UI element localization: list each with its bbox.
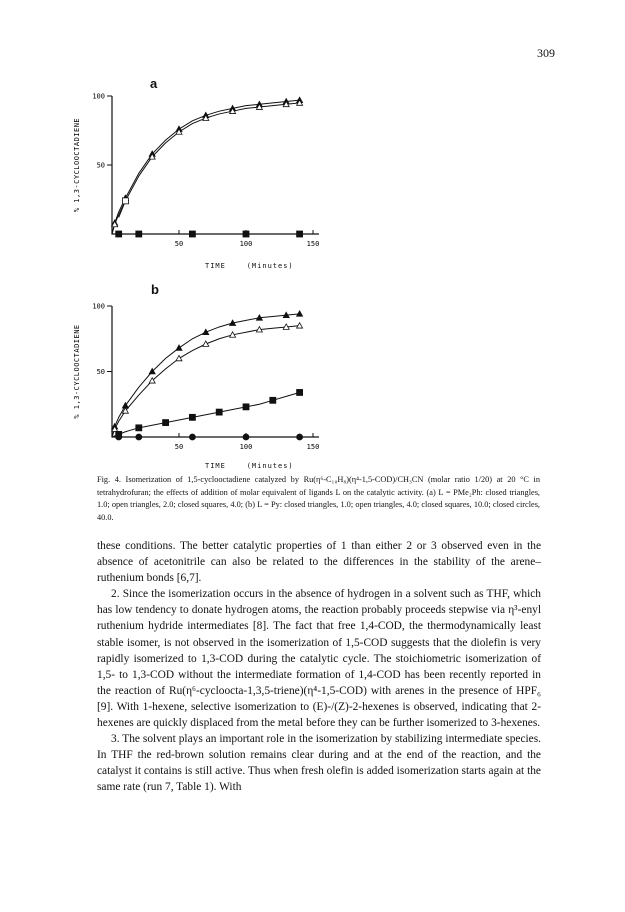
figure-caption: Fig. 4. Isomerization of 1,5-cyclooctadiene catalyzed by Ru(η⁶-C₁₀H₈)(η⁴-1,5-COD)/CH₃CN (molar ratio 1/20) at 20 °C in tetrahydrofuran; the effects of addition of molar equivalent of ligands L on the catalytic activity. (a) L = PMe₂Ph: closed triangles, 1.0; open triangles, 2.0; closed squares, 4.0; (b) L = Py: closed triangles, 1.0; open triangles, 4.0; closed squares, 10.0; closed circles, 40.0. xyxy=(97,475,540,522)
panel-label-b: b xyxy=(151,282,159,297)
data-point-filled-circle xyxy=(189,434,195,440)
data-point-open-triangle xyxy=(297,323,303,328)
y-tick-label-100: 100 xyxy=(92,92,105,101)
y-axis-label-b: % 1,3-CYCLOOCTADIENE xyxy=(73,324,81,419)
x-tick-label-100: 100 xyxy=(239,240,253,248)
data-point-filled-square xyxy=(136,425,142,431)
paragraph-1: these conditions. The better catalytic properties of 1 than either 2 or 3 observed even in the absence of acetonitrile can also be related to the differences in the stability of the arene–ruthenium bonds [6,7]. xyxy=(97,540,541,585)
y-tick-label-50: 50 xyxy=(96,368,105,376)
data-point-filled-square xyxy=(270,397,276,403)
data-point-filled-square xyxy=(243,404,249,410)
data-point-open-triangle xyxy=(176,355,182,360)
data-point-filled-triangle xyxy=(297,311,303,316)
page-number: 309 xyxy=(537,46,555,60)
axes-b xyxy=(112,306,319,437)
data-point-filled-square xyxy=(297,389,303,395)
data-point-filled-triangle xyxy=(176,345,182,350)
y-tick-label-100: 100 xyxy=(92,302,105,311)
data-point-filled-square xyxy=(163,420,169,426)
data-point-filled-circle xyxy=(136,434,142,440)
y-tick-label-50: 50 xyxy=(96,161,105,170)
x-tick-label-150: 150 xyxy=(306,443,320,451)
y-axis-label-a: % 1,3-CYCLOOCTADIENE xyxy=(73,117,81,213)
data-point-filled-square xyxy=(189,414,195,420)
data-point-filled-circle xyxy=(297,434,303,440)
paragraph-3: 3. The solvent plays an important role in the isomerization by stabilizing intermediate species. In THF the red-brown solution remains clear during and at the end of the reaction, and the catalyst it contains is still active. Thus when fresh olefin is added isomerization starts again at the same rate (run 7, Table 1). With xyxy=(97,733,541,794)
x-tick-label-50: 50 xyxy=(174,240,184,248)
x-tick-label-150: 150 xyxy=(306,240,320,248)
x-axis-label-b: TIME (Minutes) xyxy=(205,462,294,470)
x-tick-label-50: 50 xyxy=(174,443,184,451)
panel-label-a: a xyxy=(150,76,158,91)
data-point-filled-square xyxy=(216,409,222,415)
data-point-filled-circle xyxy=(116,434,122,440)
paragraph-2: 2. Since the isomerization occurs in the absence of hydrogen in a solvent such as THF, which has low tendency to donate hydrogen atoms, the reaction probably proceeds stepwise via η³-enyl ruthenium hydride intermediates [8]. The fact that free 1,4-COD, the thermodynamically least stable isomer, is not observed in the isomerization of 1,5-COD suggests that the diolefin is very rapidly isomerized to 1,3-COD during the catalytic cycle. The stoichiometric isomerization of 1,5- to 1,3-COD without the intermediate formation of 1,4-COD has been recently reported in the reaction of Ru(η⁶-cycloocta-1,3,5-triene)(η⁴-1,5-COD) with arenes in the presence of HPF₆ [9]. With 1-hexene, selective isomerization to (E)-/(Z)-2-hexenes is observed, indicating that 2-hexenes are quickly displaced from the metal before they can be further isomerized to 3-hexenes. xyxy=(97,588,541,730)
x-axis-label-a: TIME (Minutes) xyxy=(205,262,294,270)
data-point-filled-circle xyxy=(243,434,249,440)
body-text xyxy=(97,538,541,796)
x-tick-label-100: 100 xyxy=(239,443,253,451)
